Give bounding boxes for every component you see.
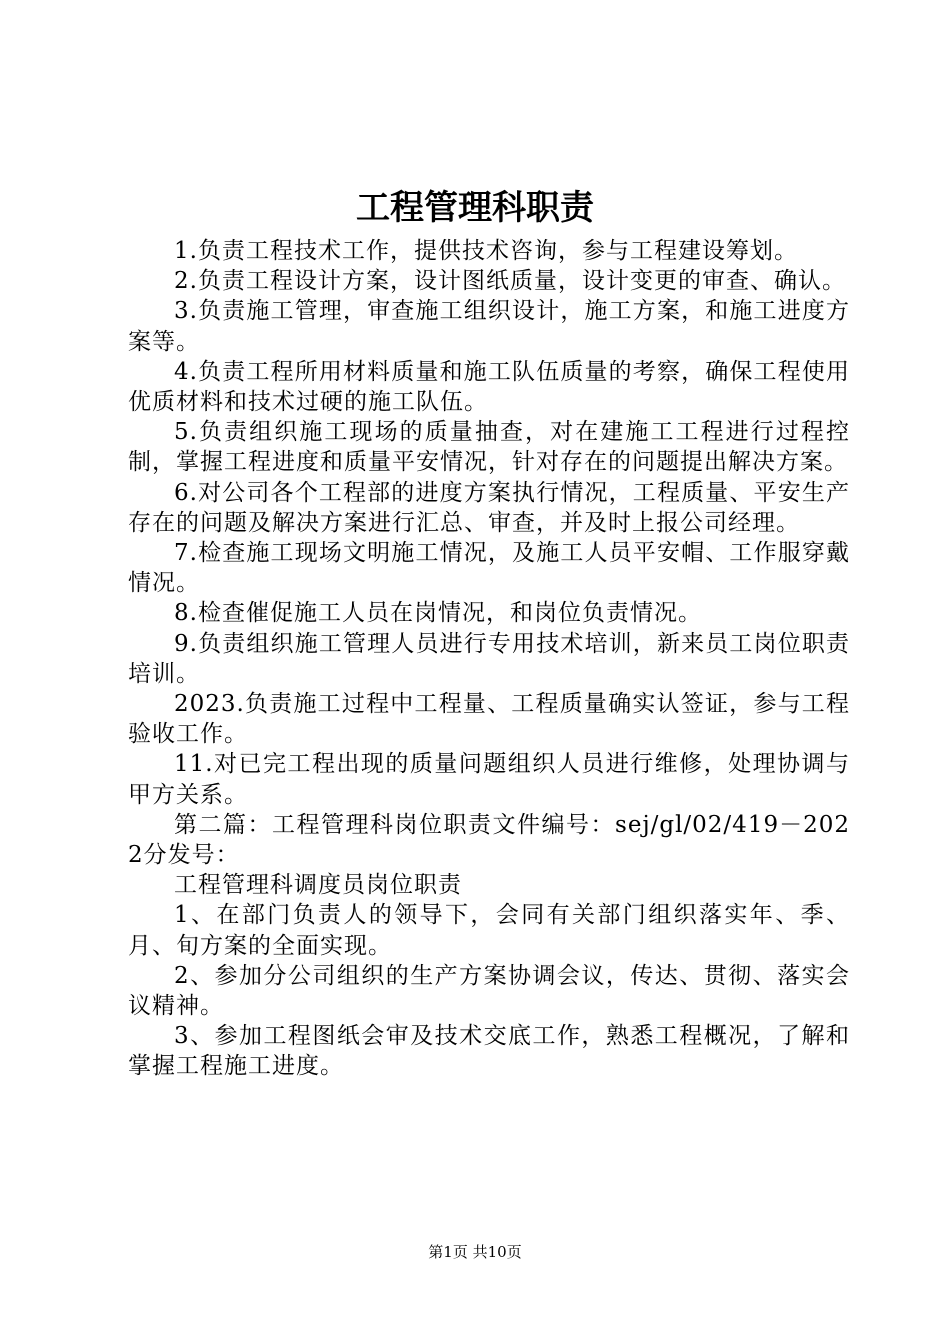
duty-item-2: 2、参加分公司组织的生产方案协调会议，传达、贯彻、落实会议精神。: [128, 962, 850, 1020]
paragraph-1: 1.负责工程技术工作，提供技术咨询，参与工程建设筹划。: [174, 238, 798, 264]
section-heading-2: 第二篇：工程管理科岗位职责文件编号：sej/gl/02/419－2022分发号：: [128, 811, 850, 869]
page-footer: 第1页 共10页: [428, 1243, 522, 1261]
paragraph-10: 2023.负责施工过程中工程量、工程质量确实认签证，参与工程验收工作。: [128, 691, 850, 748]
paragraph-7: 7.检查施工现场文明施工情况，及施工人员平安帽、工作服穿戴情况。: [128, 540, 850, 597]
paragraph-8: 8.检查催促施工人员在岗情况，和岗位负责情况。: [174, 600, 702, 627]
paragraph-6: 6.对公司各个工程部的进度方案执行情况，工程质量、平安生产存在的问题及解决方案进行汇总、审查，并及时上报公司经理。: [128, 479, 850, 536]
duty-item-3: 3、参加工程图纸会审及技术交底工作，熟悉工程概况，了解和掌握工程施工进度。: [128, 1023, 850, 1080]
paragraph-5: 5.负责组织施工现场的质量抽查，对在建施工工程进行过程控制，掌握工程进度和质量平安情况，针对存在的问题提出解决方案。: [128, 419, 850, 476]
paragraph-9: 9.负责组织施工管理人员进行专用技术培训，新来员工岗位职责培训。: [128, 630, 850, 687]
subsection-heading: 工程管理科调度员岗位职责: [174, 872, 462, 899]
paragraph-4: 4.负责工程所用材料质量和施工队伍质量的考察，确保工程使用优质材料和技术过硬的施工队伍。: [128, 358, 850, 416]
document-body: [128, 236, 850, 1082]
paragraph-3: 3.负责施工管理，审查施工组织设计，施工方案，和施工进度方案等。: [128, 298, 850, 355]
paragraph-2: 2.负责工程设计方案，设计图纸质量，设计变更的审查、确认。: [174, 268, 846, 295]
duty-item-1: 1、在部门负责人的领导下，会同有关部门组织落实年、季、月、旬方案的全面实现。: [128, 902, 850, 959]
document-title: 工程管理科职责: [356, 188, 594, 228]
paragraph-11: 11.对已完工程出现的质量问题组织人员进行维修，处理协调与甲方关系。: [128, 751, 850, 808]
